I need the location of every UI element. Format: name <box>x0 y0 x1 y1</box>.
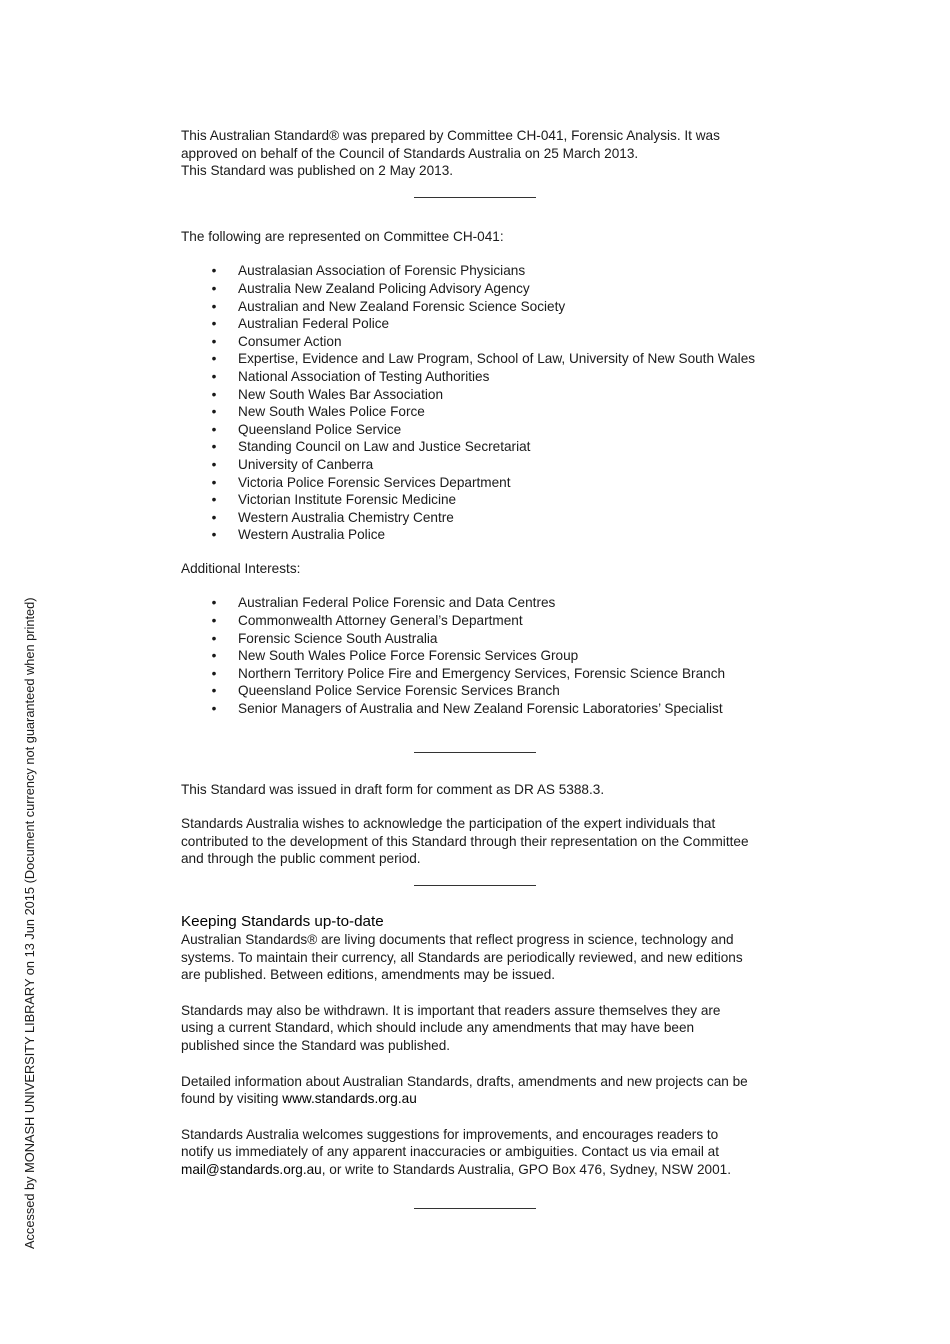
list-item <box>181 262 781 280</box>
list-item-text: Queensland Police Service <box>238 421 402 437</box>
preamble-paragraph <box>181 127 781 180</box>
list-item <box>181 386 781 404</box>
list-item-text: Australian and New Zealand Forensic Science Society <box>238 298 566 314</box>
committee-intro: The following are represented on Committee CH-041: <box>181 228 504 244</box>
website-link[interactable]: www.standards.org.au <box>282 1091 417 1107</box>
list-item <box>181 350 781 368</box>
list-item-text: Senior Managers of Australia and New Zealand Forensic Laboratories’ Specialist <box>238 701 723 717</box>
bullet-icon: • <box>211 316 217 332</box>
list-item <box>181 315 781 333</box>
address-suffix: , or write to Standards Australia, GPO Box 476, Sydney, NSW 2001. <box>321 1161 732 1177</box>
keeping-paragraph-2 <box>181 1002 781 1055</box>
bullet-icon: • <box>211 333 217 349</box>
bullet-icon: • <box>211 665 217 681</box>
list-item-text: Consumer Action <box>238 333 342 349</box>
list-item <box>181 280 781 298</box>
list-item <box>181 456 781 474</box>
paragraph-line: notify us immediately of any apparent inaccuracies or ambiguities. Contact us via email at <box>181 1144 719 1160</box>
list-item-text: Standing Council on Law and Justice Secretariat <box>238 439 531 455</box>
paragraph-line: are published. Between editions, amendments may be issued. <box>181 967 556 983</box>
bullet-icon: • <box>211 630 217 646</box>
acknowledgement-paragraph <box>181 815 781 868</box>
preamble-line: This Standard was published on 2 May 2013. <box>181 163 454 179</box>
bullet-icon: • <box>211 509 217 525</box>
bullet-icon: • <box>211 368 217 384</box>
list-item <box>181 612 781 630</box>
list-item-text: Western Australia Chemistry Centre <box>238 509 454 525</box>
list-item-text: Expertise, Evidence and Law Program, School of Law, University of New South Wales <box>238 351 756 367</box>
list-item-text: Western Australia Police <box>238 527 386 543</box>
list-item <box>181 298 781 316</box>
paragraph-line: Detailed information about Australian Standards, drafts, amendments and new projects can be <box>181 1073 748 1089</box>
paragraph-line: systems. To maintain their currency, all Standards are periodically reviewed, and new editions <box>181 949 743 965</box>
bullet-icon: • <box>211 683 217 699</box>
list-item <box>181 333 781 351</box>
paragraph-line <box>181 1090 781 1108</box>
visit-prefix: found by visiting <box>181 1091 283 1107</box>
bullet-icon: • <box>211 421 217 437</box>
bullet-icon: • <box>211 613 217 629</box>
paragraph-line <box>181 1161 781 1179</box>
list-item <box>181 421 781 439</box>
list-item-text: Forensic Science South Australia <box>238 630 438 646</box>
list-item-text: Victorian Institute Forensic Medicine <box>238 492 457 508</box>
list-item <box>181 491 781 509</box>
bullet-icon: • <box>211 648 217 664</box>
list-item <box>181 665 781 683</box>
list-item <box>181 594 781 612</box>
preamble-line: This Australian Standard® was prepared by Committee CH-041, Forensic Analysis. It was <box>181 128 720 143</box>
list-item-text: Australasian Association of Forensic Physicians <box>238 263 526 279</box>
bullet-icon: • <box>211 351 217 367</box>
acknowledgement-line: and through the public comment period. <box>181 851 421 867</box>
list-item <box>181 509 781 527</box>
list-item-text: Queensland Police Service Forensic Services Branch <box>238 683 560 699</box>
paragraph-line: Australian Standards® are living documents that reflect progress in science, technology and <box>181 932 734 947</box>
bullet-icon: • <box>211 386 217 402</box>
list-item-text: New South Wales Police Force <box>238 404 425 420</box>
list-item <box>181 368 781 386</box>
bullet-icon: • <box>211 298 217 314</box>
paragraph-line: using a current Standard, which should include any amendments that may have been <box>181 1020 695 1036</box>
list-item <box>181 647 781 665</box>
list-item-text: Australia New Zealand Policing Advisory Agency <box>238 280 530 296</box>
list-item-text: National Association of Testing Authorities <box>238 368 490 384</box>
email-link[interactable]: mail@standards.org.au <box>181 1161 322 1177</box>
list-item <box>181 700 781 718</box>
paragraph-line: Standards may also be withdrawn. It is important that readers assure themselves they are <box>181 1002 721 1018</box>
draft-note: This Standard was issued in draft form for comment as DR AS 5388.3. <box>181 781 605 797</box>
acknowledgement-line: contributed to the development of this Standard through their representation on the Committee <box>181 833 749 849</box>
bullet-icon: • <box>211 474 217 490</box>
list-item <box>181 474 781 492</box>
list-item-text: Australian Federal Police <box>238 316 390 332</box>
bullet-icon: • <box>211 263 217 279</box>
list-item <box>181 403 781 421</box>
paragraph-line: published since the Standard was published. <box>181 1037 451 1053</box>
list-item-text: Northern Territory Police Fire and Emergency Services, Forensic Science Branch <box>238 665 726 681</box>
list-item <box>181 438 781 456</box>
keeping-paragraph-4 <box>181 1126 781 1179</box>
keeping-paragraph-3 <box>181 1073 781 1108</box>
paragraph-line: Standards Australia welcomes suggestions for improvements, and encourages readers to <box>181 1126 719 1142</box>
list-item-text: University of Canberra <box>238 456 374 472</box>
bullet-icon: • <box>211 527 217 543</box>
bullet-icon: • <box>211 701 217 717</box>
bullet-icon: • <box>211 492 217 508</box>
keeping-standards-heading: Keeping Standards up-to-date <box>181 913 384 930</box>
access-notice-vertical: Accessed by MONASH UNIVERSITY LIBRARY on 13 Jun 2015 (Document currency not guaranteed when printed) <box>22 597 37 1249</box>
section-divider <box>414 1208 536 1209</box>
acknowledgement-line: Standards Australia wishes to acknowledge the participation of the expert individuals that <box>181 816 716 832</box>
content-column <box>181 127 781 1209</box>
section-divider <box>414 197 536 198</box>
list-item-text: Commonwealth Attorney General’s Department <box>238 613 523 629</box>
list-item <box>181 526 781 544</box>
additional-interests-label: Additional Interests: <box>181 560 301 576</box>
list-item-text: Australian Federal Police Forensic and Data Centres <box>238 595 556 611</box>
list-item-text: New South Wales Police Force Forensic Services Group <box>238 648 579 664</box>
bullet-icon: • <box>211 404 217 420</box>
bullet-icon: • <box>211 595 217 611</box>
bullet-icon: • <box>211 280 217 296</box>
bullet-icon: • <box>211 456 217 472</box>
additional-interests-list <box>181 594 781 717</box>
list-item-text: New South Wales Bar Association <box>238 386 444 402</box>
list-item <box>181 630 781 648</box>
bullet-icon: • <box>211 439 217 455</box>
list-item <box>181 682 781 700</box>
committee-member-list <box>181 262 781 544</box>
preamble-line: approved on behalf of the Council of Standards Australia on 25 March 2013. <box>181 145 639 161</box>
list-item-text: Victoria Police Forensic Services Department <box>238 474 511 490</box>
section-divider <box>414 752 536 753</box>
keeping-paragraph-1 <box>181 931 781 984</box>
section-divider <box>414 885 536 886</box>
